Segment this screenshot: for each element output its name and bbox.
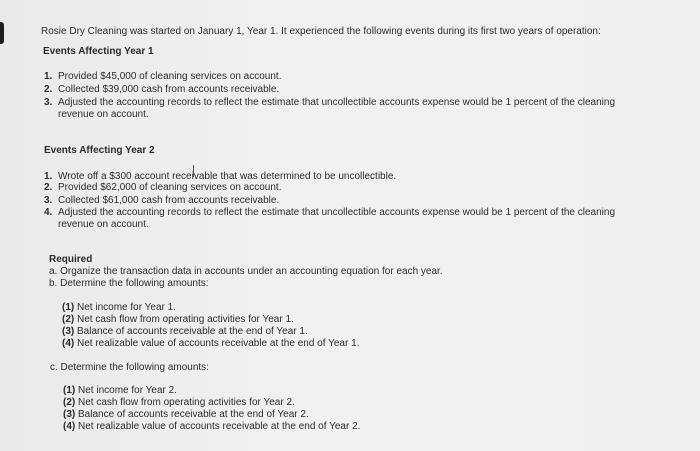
item-text: Provided $62,000 of cleaning services on account. [58,182,282,193]
year1-item-2 [44,84,279,96]
item-number: (1) [63,385,76,396]
item-number: 4. [44,207,53,218]
year1-item-3-continued: revenue on account. [58,109,149,120]
text-cursor-icon [193,165,195,177]
item-text: Adjusted the accounting records to reflect the estimate that uncollectible accounts expense would be 1 percent of the cleaning [58,207,616,218]
b-item-1 [62,302,176,314]
intro-text: Rosie Dry Cleaning was started on January 1, Year 1. It experienced the following events during its first two years of operation: [41,26,601,37]
item-text: Net cash flow from operating activities for Year 1. [77,314,294,325]
required-c: c. Determine the following amounts: [50,362,209,373]
item-number: 3. [44,195,53,206]
item-number: 2. [44,84,53,95]
item-number: 2. [44,182,53,193]
c-item-3 [63,409,309,421]
year1-item-1 [44,71,281,83]
item-text: Balance of accounts receivable at the end of Year 1. [77,326,308,337]
required-heading: Required [49,254,93,265]
item-text: Net realizable value of accounts receivable at the end of Year 1. [77,338,360,349]
item-number: (2) [62,314,75,325]
item-text: Balance of accounts receivable at the end of Year 2. [78,409,309,420]
b-item-4 [62,338,359,350]
year2-heading: Events Affecting Year 2 [44,145,155,156]
b-item-2 [62,314,294,326]
required-b: b. Determine the following amounts: [49,278,209,289]
year2-item-3 [44,195,279,207]
c-item-4 [63,421,360,433]
item-text: Net income for Year 2. [78,385,177,396]
item-number: (1) [62,302,75,313]
b-item-3 [62,326,308,338]
item-number: 1. [44,171,53,182]
year2-item-4-continued: revenue on account. [58,219,149,230]
c-item-1 [63,385,177,397]
item-number: 1. [44,71,53,82]
item-number: (4) [62,338,75,349]
item-text: Net income for Year 1. [77,302,176,313]
item-text: Wrote off a $300 account receivable that was determined to be uncollectible. [58,171,397,182]
c-item-2 [63,397,295,409]
item-text: Net realizable value of accounts receivable at the end of Year 2. [78,421,361,432]
item-text: Net cash flow from operating activities for Year 2. [78,397,295,408]
item-text: Collected $61,000 cash from accounts receivable. [58,195,280,206]
item-number: (3) [62,326,75,337]
year2-item-2 [44,182,281,194]
edge-marker [0,22,4,44]
required-a: a. Organize the transaction data in accounts under an accounting equation for each year. [49,266,443,277]
year1-item-3 [44,97,615,109]
item-text: Collected $39,000 cash from accounts receivable. [58,84,280,95]
item-text: Adjusted the accounting records to reflect the estimate that uncollectible accounts expense would be 1 percent of the cleaning [58,97,616,108]
item-number: (3) [63,409,76,420]
item-number: (4) [63,421,76,432]
item-number: (2) [63,397,76,408]
year1-heading: Events Affecting Year 1 [43,46,154,57]
item-text: Provided $45,000 of cleaning services on account. [58,71,282,82]
item-number: 3. [44,97,53,108]
year2-item-4 [44,207,615,219]
